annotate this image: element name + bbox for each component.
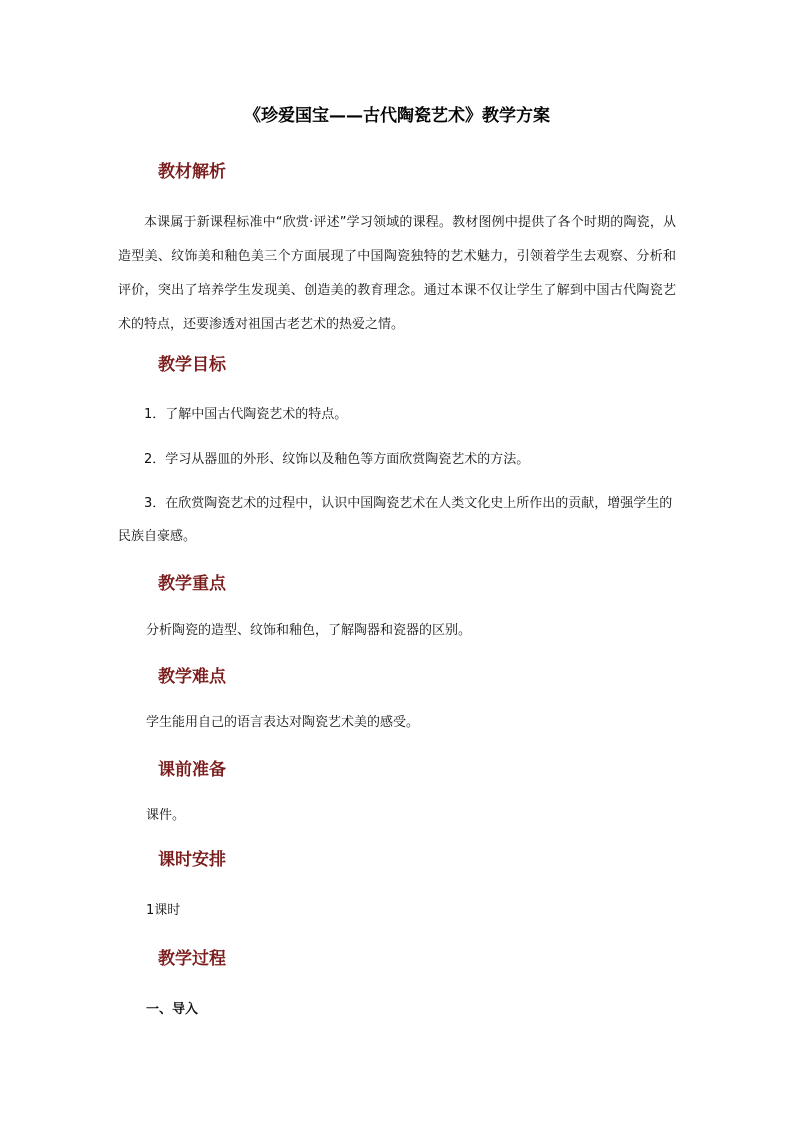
preparation-text: 课件。 — [146, 808, 186, 823]
document-title: 《珍爱国宝——古代陶瓷艺术》教学方案 — [244, 106, 550, 126]
heading-schedule: 课时安排 — [158, 850, 226, 870]
heading-process: 教学过程 — [158, 949, 226, 969]
heading-difficulties: 教学难点 — [158, 667, 226, 687]
schedule-text: 1课时 — [146, 903, 181, 918]
heading-goals: 教学目标 — [158, 355, 226, 375]
analysis-paragraph: 本课属于新课程标准中“欣赏·评述”学习领域的课程。教材图例中提供了各个时期的陶瓷，从造型美、纹饰美和釉色美三个方面展现了中国陶瓷独特的艺术魅力，引领着学生去观察、分析和评价，突出了培养学生发现美、创造美的教育理念。通过本课不仅让学生了解到中国古代陶瓷艺术的特点，还要渗透对祖国古老艺术的热爱之情。 — [118, 215, 676, 332]
difficulties-text: 学生能用自己的语言表达对陶瓷艺术美的感受。 — [146, 715, 420, 730]
key-points-text: 分析陶瓷的造型、纹饰和釉色，了解陶器和瓷器的区别。 — [146, 623, 472, 638]
heading-analysis: 教材解析 — [158, 162, 226, 182]
goal-item-1: 1．了解中国古代陶瓷艺术的特点。 — [144, 407, 348, 422]
goal-item-2: 2．学习从器皿的外形、纹饰以及釉色等方面欣赏陶瓷艺术的方法。 — [144, 452, 530, 467]
heading-key-points: 教学重点 — [158, 574, 226, 594]
heading-preparation: 课前准备 — [158, 760, 226, 780]
process-subheading: 一、导入 — [146, 1002, 199, 1017]
goal-item-3: 3．在欣赏陶瓷艺术的过程中，认识中国陶瓷艺术在人类文化史上所作出的贡献，增强学生的民族自豪感。 — [118, 496, 673, 544]
